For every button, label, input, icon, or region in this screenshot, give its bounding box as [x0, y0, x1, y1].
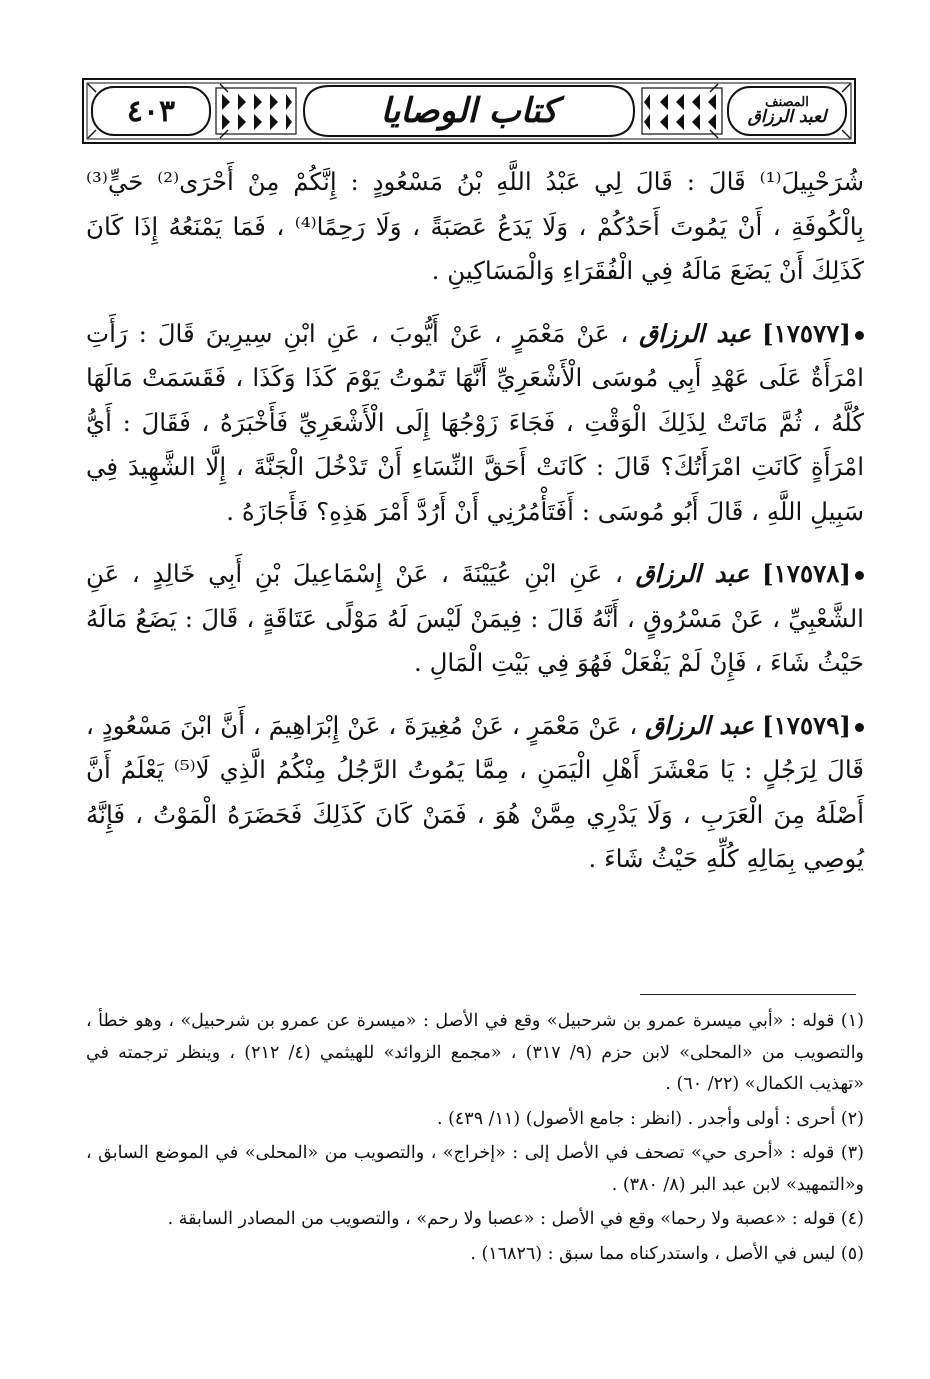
hadith-narrator: عبد الرزاق: [639, 318, 752, 348]
page-header: [82, 78, 856, 144]
footnote-4: (٤) قوله : «عصبة ولا رحما» وقع في الأصل : «عصبا ولا رحم» ، والتصويب من المصادر السابقة .: [167, 1209, 864, 1229]
footnote-5: (٥) ليس في الأصل ، واستدركناه مما سبق : (١٦٨٢٦) .: [470, 1243, 864, 1264]
intro-paragraph: شُرَحْبِيلَ⁽¹⁾ قَالَ : قَالَ لِي عَبْدُ اللَّهِ بْنُ مَسْعُودٍ : إِنَّكُمْ مِنْ أَحْرَى⁽²⁾ حَيٍّ⁽³⁾ بِالْكُوفَةِ ، أَنْ يَمُوتَ أَحَدُكُمْ ، وَلَا يَدَعُ عَصَبَةً ، وَلَا رَحِمًا⁽⁴⁾ ، فَمَا يَمْنَعُهُ إِذَا كَانَ كَذَلِكَ أَنْ يَضَعَ مَالَهُ فِي الْفُقَرَاءِ وَالْمَسَاكِينِ .: [86, 167, 864, 285]
bullet-icon: [855, 723, 864, 732]
logo-line-1: المصنف: [765, 95, 809, 110]
footnote-divider: [640, 994, 856, 995]
main-text: [86, 160, 864, 900]
hadith-narrator: عبد الرزاق: [645, 710, 755, 740]
hadith-narrator: عبد الرزاق: [635, 559, 750, 588]
hadith-number: [١٧٥٧٧]: [762, 318, 851, 348]
book-logo: [730, 87, 844, 135]
footnote-1: (١) قوله : «أبي ميسرة عمرو بن شرحبيل» وقع في الأصل : «ميسرة عن عمرو بن شرحبيل» ، وهو خطأ ، والتصويب من «المحلى» لابن حزم (٩/ ٣١٧) ، «مجمع الزوائد» للهيثمي (٤/ ٢١٢) ، وينظر ترجمته في «تهذيب الكمال» (٢٢/ ٦٠) .: [86, 1011, 865, 1094]
hadith-number: [١٧٥٧٩]: [762, 710, 852, 740]
hadith-text: ، عَنْ مَعْمَرٍ ، عَنْ أَيُّوبَ ، عَنِ ابْنِ سِيرِينَ قَالَ : رَأَتِ امْرَأَةٌ عَلَى عَهْدِ أَبِي مُوسَى الْأَشْعَرِيِّ أَنَّهَا تَمُوتُ يَوْمَ كَذَا وَكَذَا ، فَقَسَمَتْ مَالَهَا كُلَّهُ ، ثُمَّ مَاتَتْ لِذَلِكَ الْوَقْتِ ، فَجَاءَ زَوْجُهَا إِلَى الْأَشْعَرِيِّ فَأَخْبَرَهُ ، فَقَالَ : أَيُّ امْرَأَةٍ كَانَتِ امْرَأَتُكَ؟ قَالَ : كَانَتْ أَحَقَّ النِّسَاءِ أَنْ تَدْخُلَ الْجَنَّةَ ، إِلَّا الشَّهِيدَ فِي سَبِيلِ اللَّهِ ، قَالَ أَبُو مُوسَى : أَفَتَأْمُرُنِي أَنْ أَرُدَّ أَمْرَ هَذِهِ؟ فَأَجَازَهُ .: [86, 318, 864, 526]
bullet-icon: [855, 571, 864, 580]
bullet-icon: [855, 331, 864, 340]
hadith-17578: [86, 552, 864, 686]
page-number: ٤٠٣: [126, 93, 176, 129]
hadith-17579: [86, 704, 864, 882]
hadith-number: [١٧٥٧٨]: [762, 559, 852, 588]
hadith-17577: [86, 312, 864, 535]
footnote-2: (٢) أحرى : أولى وأجدر . (انظر : جامع الأصول) (١١/ ٤٣٩) .: [436, 1108, 864, 1129]
hadith-text: ، عَنِ ابْنِ عُيَيْنَةَ ، عَنْ إِسْمَاعِيلَ بْنِ أَبِي خَالِدٍ ، عَنِ الشَّعْبِيِّ ، عَنْ مَسْرُوقٍ ، أَنَّهُ قَالَ : فِيمَنْ لَيْسَ لَهُ مَوْلًى عَتَاقَةٍ ، قَالَ : يَضَعُ مَالَهُ حَيْثُ شَاءَ ، فَإِنْ لَمْ يَفْعَلْ فَهُوَ فِي بَيْتِ الْمَالِ .: [86, 559, 864, 677]
logo-line-2: لعبد الرزاق: [747, 107, 827, 127]
hadith-text: ، عَنْ مَعْمَرٍ ، عَنْ مُغِيرَةَ ، عَنْ إِبْرَاهِيمَ ، أَنَّ ابْنَ مَسْعُودٍ ، قَالَ لِرَجُلٍ : يَا مَعْشَرَ أَهْلِ الْيَمَنِ ، مِمَّا يَمُوتُ الرَّجُلُ مِنْكُمُ الَّذِي لَا⁽⁵⁾ يَعْلَمُ أَنَّ أَصْلَهُ مِنَ الْعَرَبِ ، وَلَا يَدْرِي مِمَّنْ هُوَ ، فَمَنْ كَانَ كَذَلِكَ فَحَضَرَهُ الْمَوْتُ ، فَإِنَّهُ يُوصِي بِمَالِهِ كُلِّهِ حَيْثُ شَاءَ .: [86, 710, 864, 873]
footnotes: [86, 1006, 864, 1273]
footnote-3: (٣) قوله : «أحرى حي» تصحف في الأصل إلى : «إخراج» ، والتصويب من «المحلى» في الموضع السابق ، و«التمهيد» لابن عبد البر (٨/ ٣٨٠) .: [86, 1143, 864, 1195]
chapter-title: كتاب الوصايا: [380, 91, 558, 131]
